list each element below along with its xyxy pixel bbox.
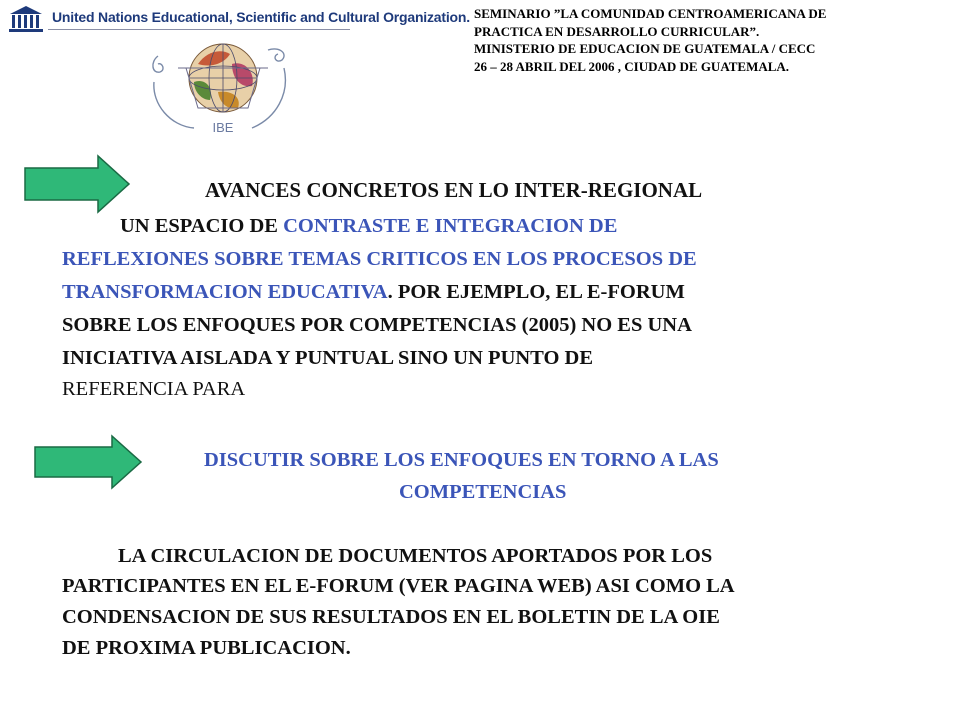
arrow-right-icon	[32, 434, 144, 490]
ibe-label: IBE	[212, 120, 234, 134]
seminar-info	[474, 5, 826, 75]
header-divider	[48, 29, 350, 30]
text-line: PARTICIPANTES EN EL E-FORUM (VER PAGINA WEB) ASI COMO LA	[62, 575, 735, 597]
text-line	[62, 276, 685, 309]
highlight-text: COMPETENCIAS	[399, 481, 567, 503]
section-heading: AVANCES CONCRETOS EN LO INTER-REGIONAL	[205, 178, 703, 202]
text-line: DE PROXIMA PUBLICACION.	[62, 637, 351, 659]
highlight-text: REFLEXIONES SOBRE TEMAS CRITICOS EN LOS PROCESOS DE	[62, 248, 697, 270]
highlight-text: DISCUTIR SOBRE LOS ENFOQUES EN TORNO A LAS	[204, 449, 719, 471]
ibe-globe-icon	[148, 34, 298, 134]
text-line: SOBRE LOS ENFOQUES POR COMPETENCIAS (2005) NO ES UNA	[62, 314, 692, 336]
text-line: LA CIRCULACION DE DOCUMENTOS APORTADOS POR LOS	[118, 545, 713, 567]
text-span: . POR EJEMPLO, EL E-FORUM	[387, 281, 685, 303]
text-line: INICIATIVA AISLADA Y PUNTUAL SINO UN PUNTO DE	[62, 347, 594, 369]
highlight-text: CONTRASTE E INTEGRACION DE	[283, 215, 618, 237]
seminar-line: MINISTERIO DE EDUCACION DE GUATEMALA / CECC	[474, 41, 816, 56]
text-span: UN ESPACIO DE	[120, 215, 284, 237]
seminar-line: 26 – 28 ABRIL DEL 2006 , CIUDAD DE GUATEMALA.	[474, 58, 790, 74]
ibe-logo	[148, 34, 298, 134]
unesco-temple-icon	[6, 4, 46, 34]
text-line: CONDENSACION DE SUS RESULTADOS EN EL BOLETIN DE LA OIE	[62, 606, 720, 628]
text-line: REFERENCIA PARA	[62, 378, 246, 400]
unesco-logo	[6, 4, 46, 34]
text-line	[120, 210, 617, 243]
highlight-text: TRANSFORMACION EDUCATIVA	[62, 281, 388, 303]
unesco-title: United Nations Educational, Scientific and Cultural Organization.	[52, 9, 470, 25]
seminar-line: SEMINARIO ”LA COMUNIDAD CENTROAMERICANA DE	[474, 6, 827, 21]
arrow-right-icon	[22, 154, 132, 214]
seminar-line: PRACTICA EN DESARROLLO CURRICULAR”.	[474, 23, 760, 39]
